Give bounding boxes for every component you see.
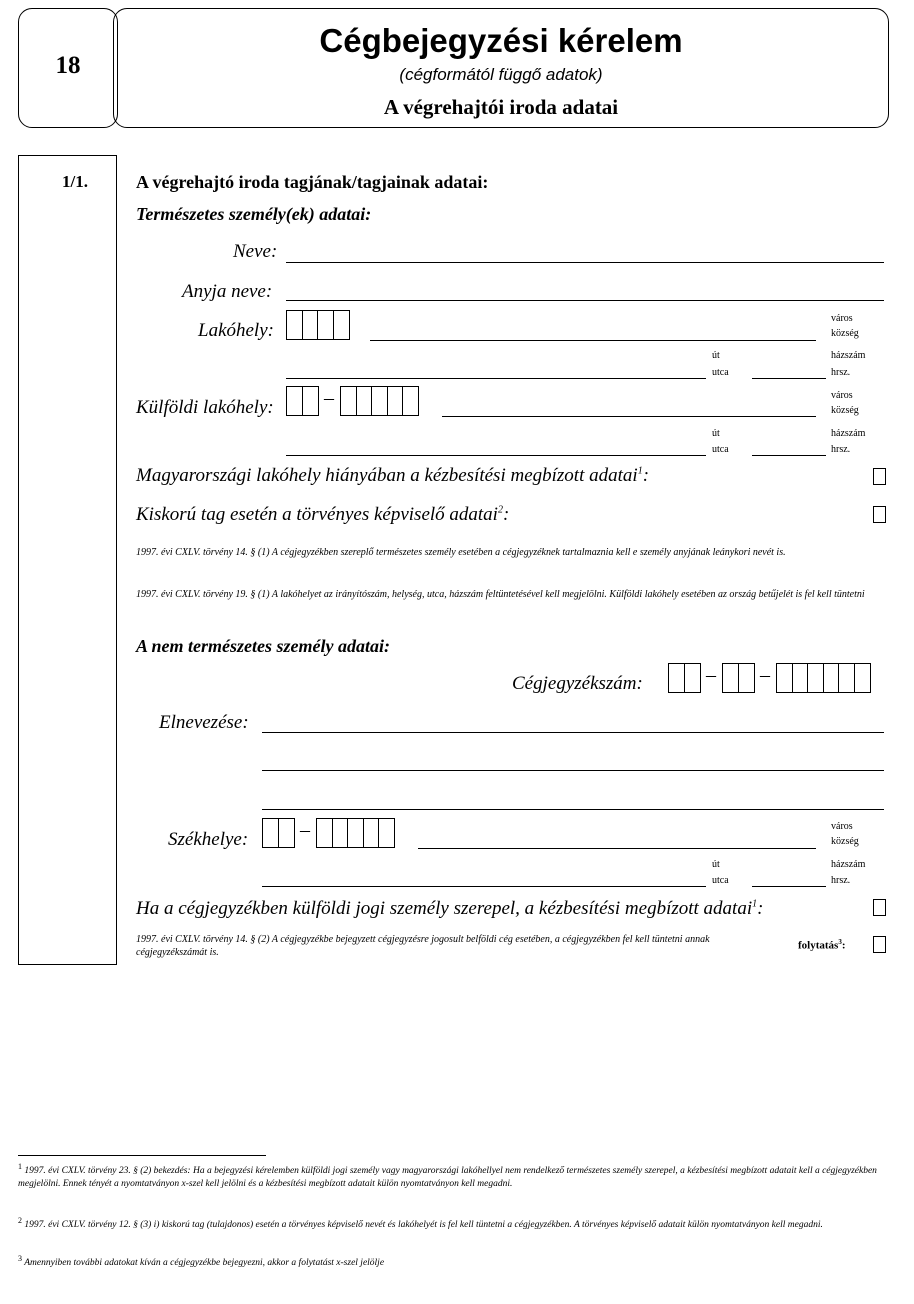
reg-number-cell[interactable] xyxy=(807,663,824,693)
foreign-entity-agent-checkbox[interactable] xyxy=(873,899,886,916)
foreign-postal-cell[interactable] xyxy=(340,386,357,416)
seat-street-suffix-ut: út xyxy=(712,859,720,870)
street-field[interactable] xyxy=(286,378,706,379)
legal-representative-label: Kiskorú tag esetén a törvényes képviselő adatai$^2$: xyxy=(136,504,510,525)
country-code-cells[interactable] xyxy=(286,386,317,416)
foreign-city-suffix-kozseg: község xyxy=(831,405,859,416)
section-number-column xyxy=(18,155,117,965)
postal-code-cell[interactable] xyxy=(317,310,334,340)
postal-code-cells[interactable] xyxy=(286,310,348,340)
seat-dash: – xyxy=(300,819,310,841)
foreign-entity-agent-label: Ha a cégjegyzékben külföldi jogi személy szerepel, a kézbesítési megbízott adatai$^1$: xyxy=(136,898,764,919)
footnote-1: $^1$ 1997. évi CXLV. törvény 23. § (2) bekezdés: Ha a bejegyzési kérelemben külföldi jogi személy vagy magyarországi lakóhellyel nem rendelkező természetes személy szerepel, a kézbesítési megbízott adatait kell a cégjegyzékben megjelölni. Ennek tényét a nyomtatványon x-szel kell jelölni és a kézbesítési megbízott adatait külön nyomtatványon kell megadni. xyxy=(18,1162,877,1190)
seat-lot-number-suffix: hrsz. xyxy=(831,875,851,886)
country-code-cell[interactable] xyxy=(302,386,319,416)
foreign-postal-cell[interactable] xyxy=(402,386,419,416)
foreign-city-field[interactable] xyxy=(442,416,816,417)
seat-country-cell[interactable] xyxy=(278,818,295,848)
form-title: Cégbejegyzési kérelem xyxy=(319,22,683,59)
foreign-residence-label: Külföldi lakóhely: xyxy=(136,397,274,418)
reg-number-form-cells[interactable] xyxy=(722,663,753,693)
footnote-2: $^2$ 1997. évi CXLV. törvény 12. § (3) i) kiskorú tag (tulajdonos) esetén a törvényes képviselő nevét és lakóhelyét is fel kell tüntetni a cégjegyzékben. A törvényes képviselő adatait külön nyomtatványon kell megadni. xyxy=(18,1216,823,1231)
foreign-postal-cell[interactable] xyxy=(356,386,373,416)
foreign-street-suffix-ut: út xyxy=(712,428,720,439)
seat-postal-cells[interactable] xyxy=(316,818,394,848)
foreign-postal-cells[interactable] xyxy=(340,386,418,416)
reg-number-serial-cells[interactable] xyxy=(776,663,869,693)
foreign-house-number-field[interactable] xyxy=(752,455,826,456)
foreign-street-suffix-utca: utca xyxy=(712,444,729,455)
seat-postal-cell[interactable] xyxy=(378,818,395,848)
reg-number-cell[interactable] xyxy=(668,663,685,693)
seat-country-cells[interactable] xyxy=(262,818,293,848)
house-number-suffix: házszám xyxy=(831,350,866,361)
reg-number-cell[interactable] xyxy=(792,663,809,693)
city-field[interactable] xyxy=(370,340,816,341)
legal-person-heading: A nem természetes személy adatai: xyxy=(136,636,390,656)
legal-representative-checkbox[interactable] xyxy=(873,506,886,523)
postal-code-cell[interactable] xyxy=(286,310,303,340)
foreign-city-suffix-varos: város xyxy=(831,390,853,401)
postal-code-cell[interactable] xyxy=(302,310,319,340)
lot-number-suffix: hrsz. xyxy=(831,367,851,378)
foreign-lot-number-suffix: hrsz. xyxy=(831,444,851,455)
members-heading: A végrehajtó iroda tagjának/tagjainak adatai: xyxy=(136,172,489,192)
reg-number-cell[interactable] xyxy=(823,663,840,693)
entity-name-label: Elnevezése: xyxy=(159,712,249,733)
seat-house-number-suffix: házszám xyxy=(831,859,866,870)
seat-postal-cell[interactable] xyxy=(363,818,380,848)
natural-person-heading: Természetes személy(ek) adatai: xyxy=(136,204,372,224)
page-number: 18 xyxy=(55,52,81,79)
mother-name-field[interactable] xyxy=(286,300,884,301)
reg-number-cell[interactable] xyxy=(738,663,755,693)
foreign-house-number-suffix: házszám xyxy=(831,428,866,439)
foreign-street-field[interactable] xyxy=(286,455,706,456)
country-code-cell[interactable] xyxy=(286,386,303,416)
seat-postal-cell[interactable] xyxy=(332,818,349,848)
reg-number-court-cells[interactable] xyxy=(668,663,699,693)
name-label: Neve: xyxy=(233,241,278,262)
reg-number-cell[interactable] xyxy=(722,663,739,693)
seat-city-suffix-kozseg: község xyxy=(831,836,859,847)
seat-country-cell[interactable] xyxy=(262,818,279,848)
entity-name-field-2[interactable] xyxy=(262,770,884,771)
city-suffix-kozseg: község xyxy=(831,328,859,339)
reg-number-cell[interactable] xyxy=(776,663,793,693)
legal-note-residence: 1997. évi CXLV. törvény 19. § (1) A lakóhelyet az irányítószám, helység, utca, házszám feltüntetésével kell megjelölni. Külföldi lakóhely esetében az ország betűjelét is fel kell tüntetni xyxy=(136,589,865,600)
reg-number-dash: – xyxy=(760,664,770,686)
street-suffix-utca: utca xyxy=(712,367,729,378)
foreign-postal-cell[interactable] xyxy=(387,386,404,416)
entity-name-field-1[interactable] xyxy=(262,732,884,733)
section-title: A végrehajtói iroda adatai xyxy=(383,95,619,119)
seat-label: Székhelye: xyxy=(168,829,249,850)
house-number-field[interactable] xyxy=(752,378,826,379)
street-suffix-ut: út xyxy=(712,350,720,361)
seat-postal-cell[interactable] xyxy=(316,818,333,848)
section-number: 1/1. xyxy=(62,172,88,191)
reg-number-cell[interactable] xyxy=(838,663,855,693)
name-field[interactable] xyxy=(286,262,884,263)
reg-number-cell[interactable] xyxy=(684,663,701,693)
form-subtitle: (cégformától függő adatok) xyxy=(399,65,603,84)
country-dash: – xyxy=(324,387,334,409)
delivery-agent-label: Magyarországi lakóhely hiányában a kézbesítési megbízott adatai$^1$: xyxy=(136,465,650,486)
seat-street-field[interactable] xyxy=(262,886,706,887)
seat-city-suffix-varos: város xyxy=(831,821,853,832)
mother-name-label: Anyja neve: xyxy=(182,281,273,302)
residence-label: Lakóhely: xyxy=(198,320,274,341)
legal-note-mother-name: 1997. évi CXLV. törvény 14. § (1) A cégjegyzékben szereplő természetes személy esetében a cégjegyzéknek tartalmaznia kell e személy anyjának leánykori nevét is. xyxy=(136,547,786,558)
entity-name-field-3[interactable] xyxy=(262,809,884,810)
seat-city-field[interactable] xyxy=(418,848,816,849)
footnote-3: $^3$ Amennyiben további adatokat kíván a cégjegyzékbe bejegyezni, akkor a folytatást x-szel jelölje xyxy=(18,1254,385,1269)
continuation-label: folytatás$^3$: xyxy=(798,938,846,952)
seat-house-number-field[interactable] xyxy=(752,886,826,887)
foreign-postal-cell[interactable] xyxy=(371,386,388,416)
company-reg-number-label: Cégjegyzékszám: xyxy=(512,673,643,694)
delivery-agent-checkbox[interactable] xyxy=(873,468,886,485)
postal-code-cell[interactable] xyxy=(333,310,350,340)
legal-note-reg-number: 1997. évi CXLV. törvény 14. § (2) A cégjegyzékbe bejegyzett cégjegyzésre jogosult belföldi cég esetében, a cégjegyzékben fel kell tüntetni annak cégjegyzékszámát is. xyxy=(136,934,710,958)
reg-number-cell[interactable] xyxy=(854,663,871,693)
footnote-divider xyxy=(18,1155,266,1156)
continuation-checkbox[interactable] xyxy=(873,936,886,953)
seat-postal-cell[interactable] xyxy=(347,818,364,848)
city-suffix-varos: város xyxy=(831,313,853,324)
reg-number-dash: – xyxy=(706,664,716,686)
seat-street-suffix-utca: utca xyxy=(712,875,729,886)
